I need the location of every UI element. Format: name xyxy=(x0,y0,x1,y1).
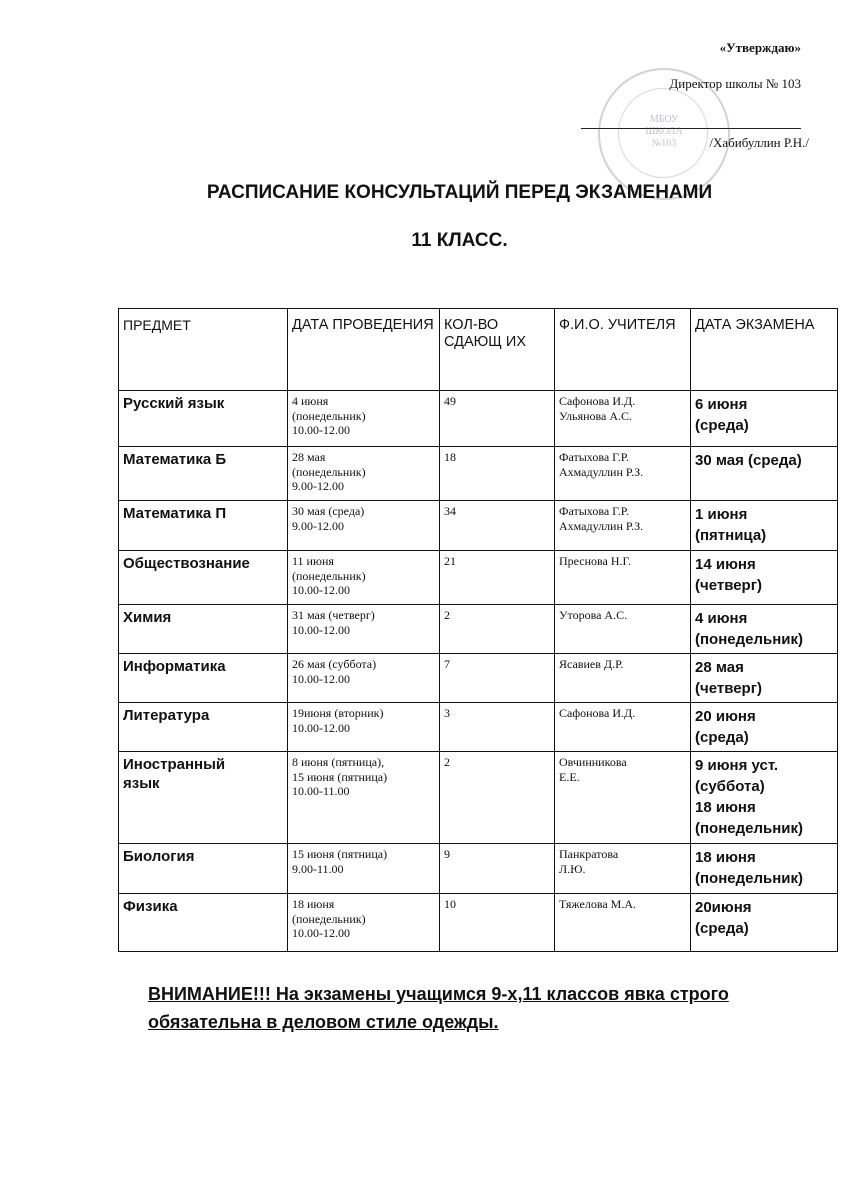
exam-date-cell: 4 июня (понедельник) xyxy=(691,605,838,654)
subject-cell: Иностранный язык xyxy=(119,752,288,844)
director-label: Директор школы № 103 xyxy=(669,76,801,91)
exam-date-cell: 30 мая (среда) xyxy=(691,447,838,501)
exam-date-cell: 20июня (среда) xyxy=(691,894,838,952)
teacher-cell: Панкратова Л.Ю. xyxy=(555,844,691,894)
subject-cell: Математика Б xyxy=(119,447,288,501)
teacher-cell: Овчинникова Е.Е. xyxy=(555,752,691,844)
subject-cell: Математика П xyxy=(119,501,288,551)
count-cell: 18 xyxy=(440,447,555,501)
page-title: РАСПИСАНИЕ КОНСУЛЬТАЦИЙ ПЕРЕД ЭКЗАМЕНАМИ xyxy=(206,182,713,203)
table-row xyxy=(119,654,838,703)
teacher-cell: Сафонова И.Д. xyxy=(555,703,691,752)
teacher-cell: Фатыхова Г.Р. Ахмадуллин Р.З. xyxy=(555,447,691,501)
teacher-cell: Преснова Н.Г. xyxy=(555,551,691,605)
teacher-cell: Фатыхова Г.Р. Ахмадуллин Р.З. xyxy=(555,501,691,551)
column-header-count: КОЛ-ВО СДАЮЩ ИХ xyxy=(440,309,555,391)
count-cell: 2 xyxy=(440,605,555,654)
count-cell: 9 xyxy=(440,844,555,894)
consult-cell: 4 июня (понедельник) 10.00-12.00 xyxy=(288,391,440,447)
table-row xyxy=(119,551,838,605)
consult-cell: 11 июня (понедельник) 10.00-12.00 xyxy=(288,551,440,605)
approve-label: «Утверждаю» xyxy=(719,40,801,55)
column-header-subject: ПРЕДМЕТ xyxy=(119,309,288,391)
consult-cell: 26 мая (суббота) 10.00-12.00 xyxy=(288,654,440,703)
count-cell: 34 xyxy=(440,501,555,551)
subject-cell: Русский язык xyxy=(119,391,288,447)
table-row xyxy=(119,605,838,654)
count-cell: 3 xyxy=(440,703,555,752)
subject-cell: Обществознание xyxy=(119,551,288,605)
subject-cell: Информатика xyxy=(119,654,288,703)
table-header-row xyxy=(119,309,838,391)
subject-cell: Литература xyxy=(119,703,288,752)
exam-date-cell: 1 июня (пятница) xyxy=(691,501,838,551)
table-row xyxy=(119,894,838,952)
count-cell: 49 xyxy=(440,391,555,447)
school-stamp xyxy=(598,68,730,200)
consult-cell: 15 июня (пятница) 9.00-11.00 xyxy=(288,844,440,894)
subject-cell: Биология xyxy=(119,844,288,894)
table-row xyxy=(119,447,838,501)
table-row xyxy=(119,501,838,551)
consult-cell: 28 мая (понедельник) 9.00-12.00 xyxy=(288,447,440,501)
schedule-table xyxy=(118,308,838,952)
exam-date-cell: 14 июня (четверг) xyxy=(691,551,838,605)
consult-cell: 8 июня (пятница), 15 июня (пятница) 10.00-11.00 xyxy=(288,752,440,844)
count-cell: 21 xyxy=(440,551,555,605)
stamp-text: МБОУ ШКОЛА №103 xyxy=(645,114,683,149)
teacher-cell: Уторова А.С. xyxy=(555,605,691,654)
attention-notice: ВНИМАНИЕ!!! На экзамены учащимся 9-х,11 классов явка строго обязательна в деловом стиле одежды. xyxy=(148,984,729,1032)
consult-cell: 31 мая (четверг) 10.00-12.00 xyxy=(288,605,440,654)
exam-date-cell: 6 июня (среда) xyxy=(691,391,838,447)
count-cell: 7 xyxy=(440,654,555,703)
table-row xyxy=(119,703,838,752)
page-subtitle: 11 КЛАСС. xyxy=(411,230,508,251)
table-row xyxy=(119,844,838,894)
teacher-cell: Тяжелова М.А. xyxy=(555,894,691,952)
consult-cell: 18 июня (понедельник) 10.00-12.00 xyxy=(288,894,440,952)
count-cell: 2 xyxy=(440,752,555,844)
subject-cell: Химия xyxy=(119,605,288,654)
director-name: /Хабибуллин Р.Н./ xyxy=(709,135,809,150)
column-header-teacher: Ф.И.О. УЧИТЕЛЯ xyxy=(555,309,691,391)
column-header-exam-date: ДАТА ЭКЗАМЕНА xyxy=(691,309,838,391)
exam-date-cell: 9 июня уст. (суббота) 18 июня (понедельник) xyxy=(691,752,838,844)
exam-date-cell: 18 июня (понедельник) xyxy=(691,844,838,894)
exam-date-cell: 28 мая (четверг) xyxy=(691,654,838,703)
column-header-consult-date: ДАТА ПРОВЕДЕНИЯ xyxy=(288,309,440,391)
consult-cell: 30 мая (среда) 9.00-12.00 xyxy=(288,501,440,551)
teacher-cell: Ясавиев Д.Р. xyxy=(555,654,691,703)
table-row xyxy=(119,391,838,447)
exam-date-cell: 20 июня (среда) xyxy=(691,703,838,752)
teacher-cell: Сафонова И.Д. Ульянова А.С. xyxy=(555,391,691,447)
subject-cell: Физика xyxy=(119,894,288,952)
consult-cell: 19июня (вторник) 10.00-12.00 xyxy=(288,703,440,752)
table-row xyxy=(119,752,838,844)
count-cell: 10 xyxy=(440,894,555,952)
